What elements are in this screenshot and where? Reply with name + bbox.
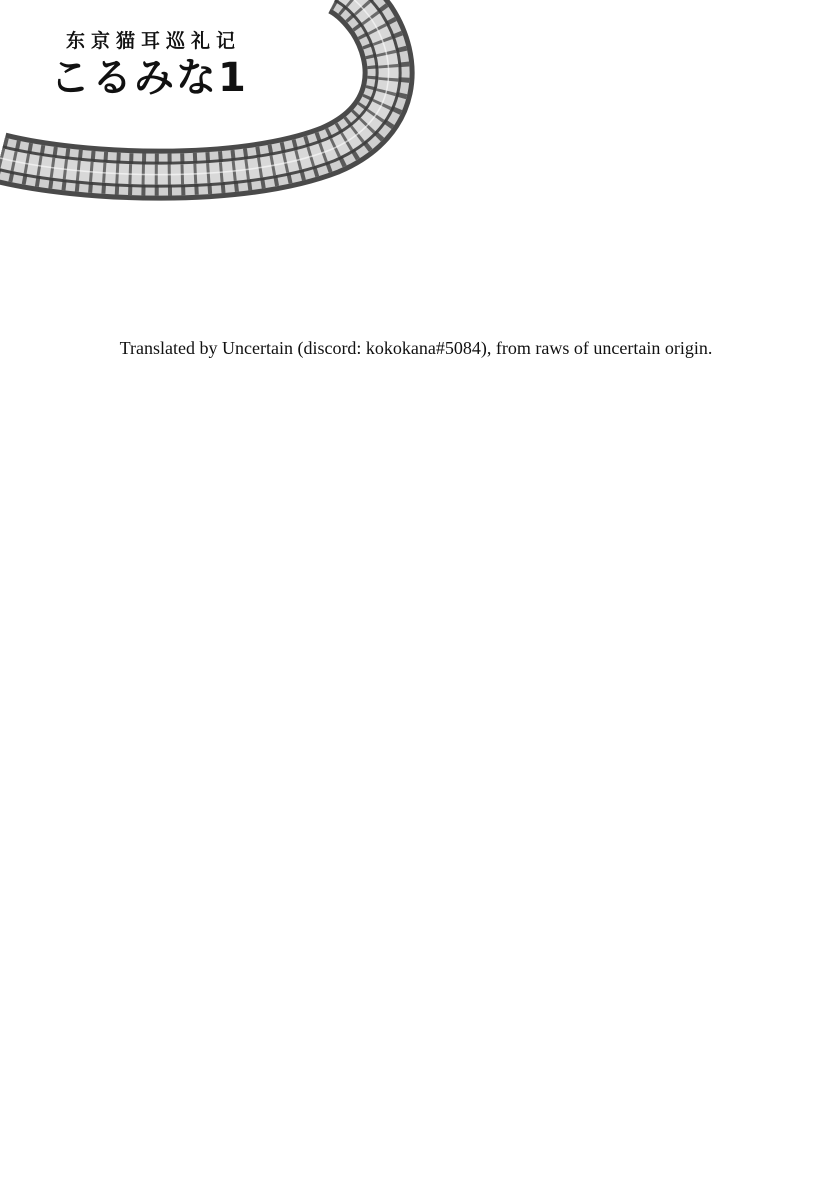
translation-credit: Translated by Uncertain (discord: kokokana#5084), from raws of uncertain origin. [119, 338, 713, 358]
cover-subtitle: 东京猫耳巡礼记 [66, 30, 242, 52]
cover-title: こるみな1 [50, 55, 248, 101]
